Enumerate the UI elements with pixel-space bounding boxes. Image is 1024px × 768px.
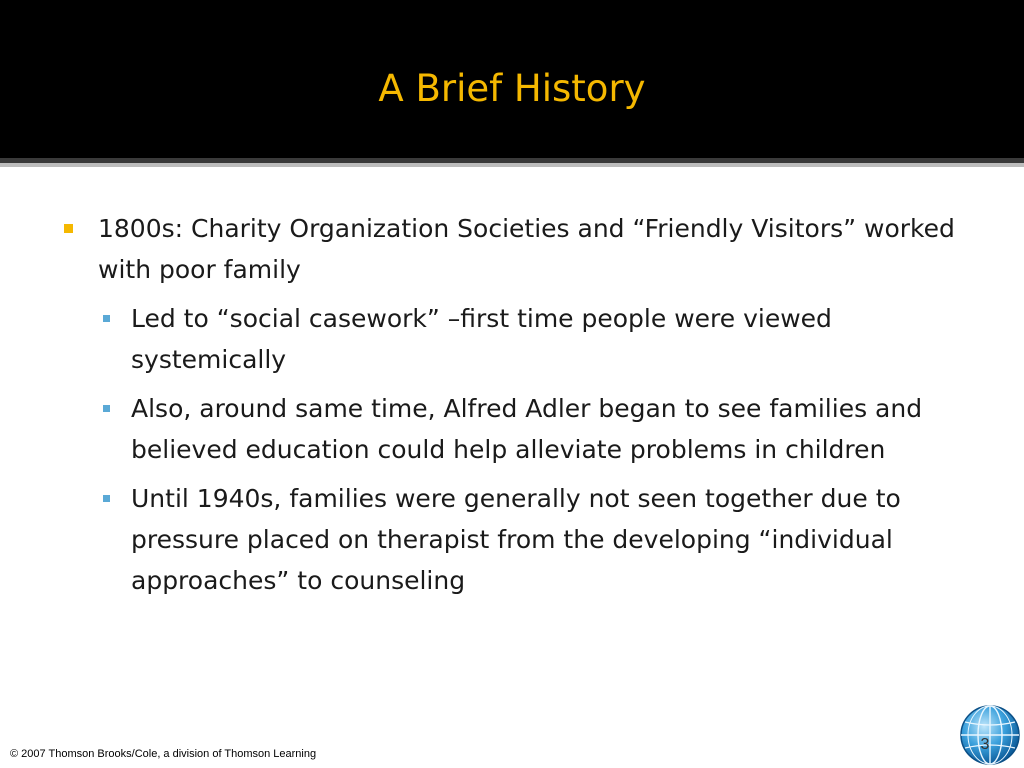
sub-bullet-item bbox=[62, 478, 962, 601]
square-bullet-icon bbox=[103, 405, 110, 412]
sub-bullet-text: Also, around same time, Alfred Adler began to see families and believed education could help alleviate problems in children bbox=[131, 394, 923, 464]
square-bullet-icon bbox=[103, 495, 110, 502]
globe-icon bbox=[959, 704, 1021, 766]
sub-bullet-item bbox=[62, 298, 962, 380]
slide-number: 3 bbox=[980, 736, 990, 753]
slide-title: A Brief History bbox=[378, 67, 646, 110]
slide-body bbox=[62, 208, 962, 609]
sub-bullet-text: Led to “social casework” –first time people were viewed systemically bbox=[131, 304, 832, 374]
copyright-footer: © 2007 Thomson Brooks/Cole, a division of Thomson Learning bbox=[10, 748, 317, 760]
bullet-item bbox=[62, 208, 962, 290]
sub-bullet-item bbox=[62, 388, 962, 470]
sub-bullet-text: Until 1940s, families were generally not seen together due to pressure placed on therapist from the developing “individual approaches” to counseling bbox=[131, 484, 901, 595]
square-bullet-icon bbox=[103, 315, 110, 322]
bullet-text: 1800s: Charity Organization Societies and “Friendly Visitors” worked with poor family bbox=[98, 214, 955, 284]
square-bullet-icon bbox=[64, 224, 73, 233]
slide-header bbox=[0, 0, 1024, 158]
header-divider-light bbox=[0, 163, 1024, 167]
